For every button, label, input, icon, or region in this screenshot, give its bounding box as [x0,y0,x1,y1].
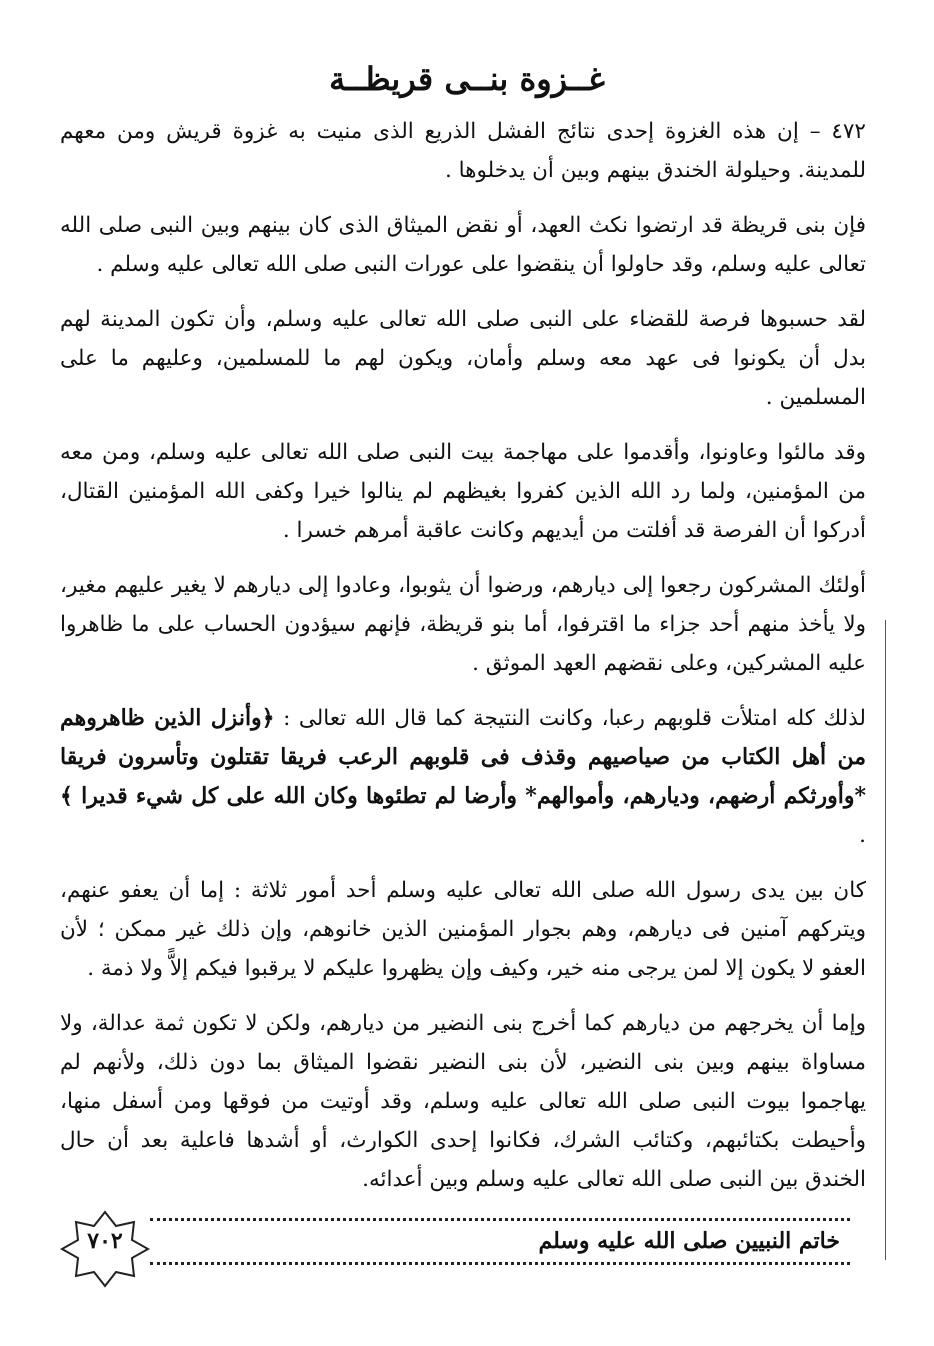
paragraph-8 [60,1004,874,1199]
paragraph-text: وإما أن يخرجهم من ديارهم كما أخرج بنى النضير من ديارهم، ولكن لا تكون ثمة عدالة، ولا مساواة بينهم وبين بنى النضير، لأن بنى النضير نقضوا الميثاق بما دون ذلك، ولأنهم لم يهاجموا بيوت النبى صلى الله تعالى عليه وسلم، وقد أوتيت من فوقها ومن أسفل منها، وأحيطت بكتائبهم، وكتائب الشرك، فكانوا إحدى الكوارث، أو أشدها فاعلية بعد أن حال الخندق بين النبى صلى الله تعالى عليه وسلم وبين أعدائه. [60,1011,866,1192]
page-body [60,60,874,1300]
paragraph-5 [60,566,874,683]
paragraph-6 [60,699,874,855]
paragraph-4 [60,433,874,550]
paragraph-text: أولئك المشركون رجعوا إلى ديارهم، ورضوا أن يثوبوا، وعادوا إلى ديارهم لا يغير عليهم مغير، ولا يأخذ منهم أحد جزاء ما اقترفوا، أما بنو قريظة، فإنهم سيؤدون الحساب على ما ظاهروا عليه المشركين، وعلى نقضهم العهد الموثق . [60,573,866,676]
paragraph-text: فإن بنى قريظة قد ارتضوا نكث العهد، أو نقض الميثاق الذى كان بينهم وبين النبى صلى الله تعالى عليه وسلم، وقد حاولوا أن ينقضوا على عورات النبى صلى الله تعالى عليه وسلم . [60,213,866,277]
paragraph-3 [60,300,874,417]
margin-rule [885,620,886,1260]
paragraph-7 [60,871,874,988]
footer-rule-top [150,1218,850,1221]
paragraph-text: كان بين يدى رسول الله صلى الله تعالى عليه وسلم أحد أمور ثلاثة : إما أن يعفو عنهم، ويتركهم آمنين فى ديارهم، وهم بجوار المؤمنين الذين خانوهم، وإن ذلك غير ممكن ؛ لأن العفو لا يكون إلا لمن يرجى منه خير، وكيف وإن يظهروا عليكم لا يرقبوا فيكم إلاًّ ولا ذمة . [60,878,866,981]
paragraph-2 [60,206,874,284]
page-number: ٧٠٢ [87,1228,123,1254]
paragraph-text: لقد حسبوها فرصة للقضاء على النبى صلى الله تعالى عليه وسلم، وأن تكون المدينة لهم بدل أن يكونوا فى عهد معه وسلم وأمان، ويكون لهم ما للمسلمين، وعليهم ما على المسلمين . [60,307,866,410]
paragraph-1 [60,112,874,190]
paragraph-number: ٤٧٢ – [809,119,866,144]
paragraph-tail: . [859,823,866,848]
paragraph-text: لذلك كله امتلأت قلوبهم رعبا، وكانت النتيجة كما قال الله تعالى : [283,706,866,731]
page-footer [60,1214,860,1284]
paragraph-text: إن هذه الغزوة إحدى نتائج الفشل الذريع الذى منيت به غزوة قريش ومن معهم للمدينة. وحيلولة الخندق بينهم وبين أن يدخلوها . [60,119,866,183]
paragraph-text: وقد مالئوا وعاونوا، وأقدموا على مهاجمة بيت النبى صلى الله تعالى عليه وسلم، ومن معه من المؤمنين، ولما رد الله الذين كفروا بغيظهم لم ينالوا خيرا وكفى الله المؤمنين القتال، أدركوا أن الفرصة قد أفلتت من أيديهم وكانت عاقبة أمرهم خسرا . [60,440,866,543]
quran-quote: ﴿وأنزل الذين ظاهروهم من أهل الكتاب من صياصيهم وقذف فى قلوبهم الرعب فريقا تقتلون وتأسرون فريقا *وأورثكم أرضهم، وديارهم، وأموالهم* وأرضا لم تطئوها وكان الله على كل شيء قديرا ﴾ [60,705,866,809]
running-title: خاتم النبيين صلى الله عليه وسلم [538,1228,840,1254]
footer-rule-bottom [150,1262,850,1265]
page-title: غــزوة بنــى قريظــة [329,60,605,98]
